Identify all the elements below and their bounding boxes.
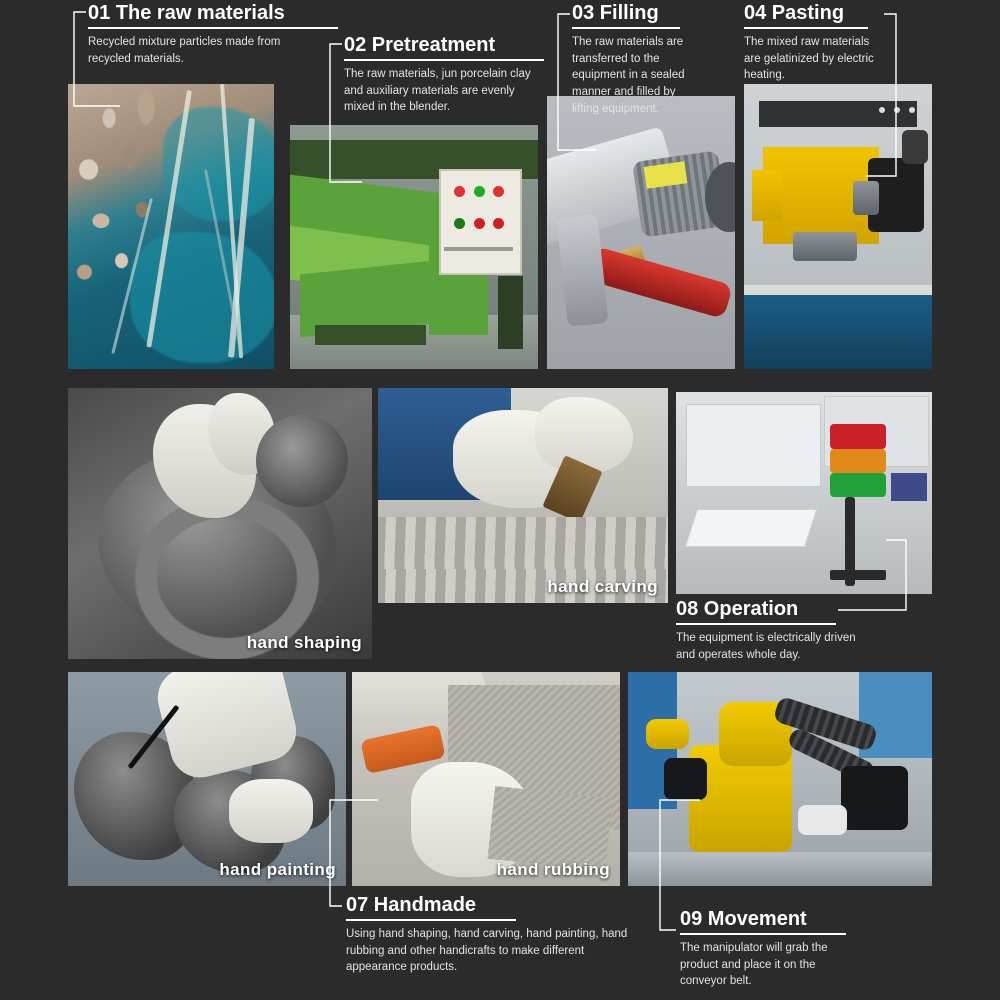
callout-body: The manipulator will grab the product and place it on the conveyor belt. [680,942,828,988]
photo-hand-rubbing [352,672,620,886]
photo-pasting-extruder [744,84,932,369]
callout-title: 01 The raw materials [88,2,285,24]
photo-filling-pump [547,96,735,369]
pump-art [547,96,735,369]
callout-01 [88,2,338,67]
photo-hand-carving [378,388,668,603]
callout-body: The mixed raw materials are gelatinized by electric heating. [744,36,874,82]
callout-rule [346,919,516,921]
callout-title: 03 Filling [572,2,659,24]
callout-title: 09 Movement [680,908,807,930]
robot-art [628,672,932,886]
callout-rule [88,27,338,29]
photo-caption: hand rubbing [496,860,610,879]
callout-title: 02 Pretreatment [344,34,496,56]
callout-rule [680,933,846,935]
callout-title: 04 Pasting [744,2,845,24]
light-tower-art [676,392,932,594]
callout-rule [572,27,680,29]
raw-materials-art [68,84,274,369]
hand-shaping-art [68,388,372,659]
callout-rule [744,27,868,29]
photo-hand-painting [68,672,346,886]
photo-pretreatment-blender [290,125,538,369]
photo-raw-materials [68,84,274,369]
photo-operation-light-tower [676,392,932,594]
callout-body: Using hand shaping, hand carving, hand painting, hand rubbing and other handicrafts to make different appearance products. [346,928,628,974]
hand-painting-art [68,672,346,886]
hand-carving-art [378,388,668,603]
callout-08 [676,598,886,663]
callout-title: 07 Handmade [346,894,477,916]
extruder-art [744,84,932,369]
callout-07 [346,894,646,976]
callout-rule [676,623,836,625]
hand-rubbing-art [352,672,620,886]
callout-body: The raw materials, jun porcelain clay and auxiliary materials are evenly mixed in the blender. [344,68,531,114]
blender-art [290,125,538,369]
photo-movement-robot [628,672,932,886]
callout-body: The equipment is electrically driven and operates whole day. [676,632,856,661]
callout-02 [344,34,544,116]
photo-caption: hand carving [547,577,658,596]
callout-body: The raw materials are transferred to the equipment in a sealed manner and filled by lifting equipment. [572,36,685,115]
callout-title: 08 Operation [676,598,799,620]
photo-caption: hand shaping [246,633,362,652]
callout-09 [680,908,870,990]
callout-rule [344,59,544,61]
callout-03 [572,2,732,117]
callout-body: Recycled mixture particles made from recycled materials. [88,36,281,65]
photo-hand-shaping [68,388,372,659]
photo-caption: hand painting [219,860,336,879]
callout-04 [744,2,894,84]
